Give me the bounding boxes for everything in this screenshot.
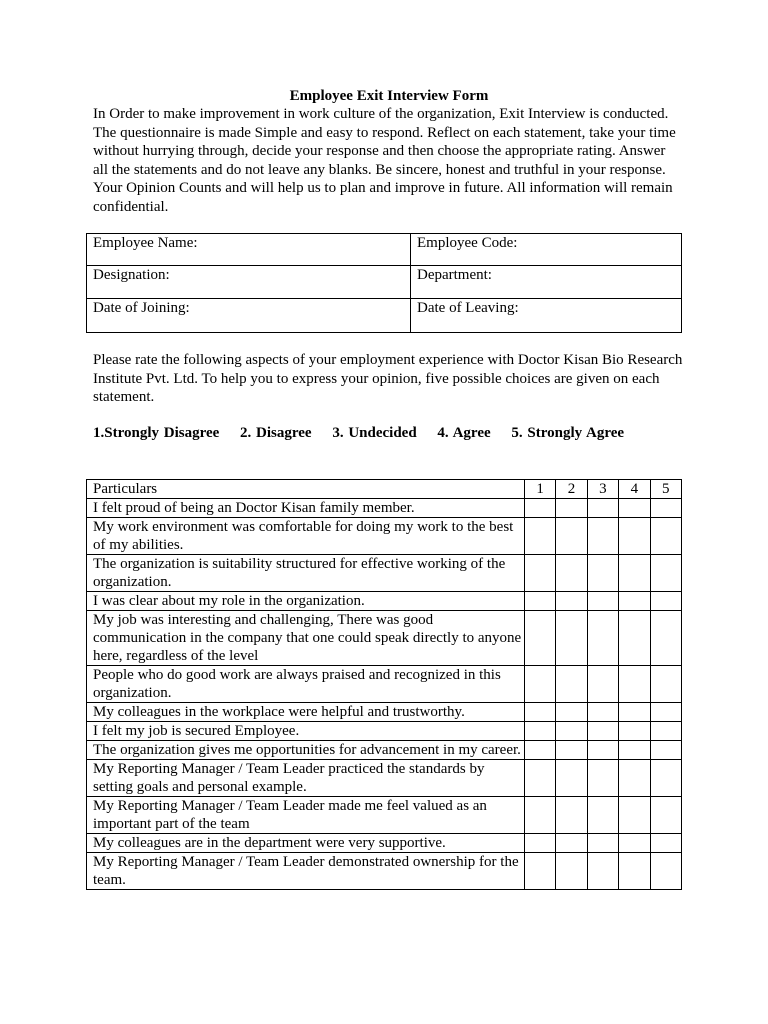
scale-option-1: 1.Strongly Disagree	[93, 425, 220, 441]
rating-cell-1[interactable]	[524, 518, 555, 555]
rating-cell-2[interactable]	[556, 797, 587, 834]
statement-text: My Reporting Manager / Team Leader practiced the standards by setting goals and personal example.	[87, 760, 525, 797]
date-of-leaving-field[interactable]: Date of Leaving:	[411, 299, 682, 333]
scale-option-5: 5. Strongly Agree	[511, 425, 625, 441]
rating-cell-3[interactable]	[587, 703, 618, 722]
rating-cell-5[interactable]	[650, 666, 681, 703]
rating-cell-4[interactable]	[619, 834, 650, 853]
rating-cell-2[interactable]	[556, 666, 587, 703]
rating-col-header-1: 1	[524, 480, 555, 499]
rating-cell-2[interactable]	[556, 703, 587, 722]
intro-paragraph: In Order to make improvement in work culture of the organization, Exit Interview is conducted. The questionnaire is made Simple and easy to respond. Reflect on each statement, take your time without hurrying through, decide your response and then choose the appropriate rating. Answer all the statements and do not leave any blanks. Be sincere, honest and truthful in your response. Your Opinion Counts and will help us to plan and improve in future. All information will remain confidential.	[93, 106, 676, 215]
rating-cell-3[interactable]	[587, 834, 618, 853]
department-field[interactable]: Department:	[411, 266, 682, 299]
rating-cell-3[interactable]	[587, 592, 618, 611]
rating-cell-5[interactable]	[650, 703, 681, 722]
rating-cell-3[interactable]	[587, 760, 618, 797]
table-row	[87, 797, 682, 834]
scale-option-4: 4. Agree	[437, 425, 491, 441]
rating-cell-3[interactable]	[587, 722, 618, 741]
rating-cell-3[interactable]	[587, 797, 618, 834]
rating-cell-5[interactable]	[650, 834, 681, 853]
rating-cell-2[interactable]	[556, 518, 587, 555]
statement-text: I felt proud of being an Doctor Kisan family member.	[87, 499, 525, 518]
rating-cell-2[interactable]	[556, 834, 587, 853]
rating-cell-4[interactable]	[619, 555, 650, 592]
rating-cell-2[interactable]	[556, 499, 587, 518]
rating-col-header-4: 4	[619, 480, 650, 499]
statement-text: My job was interesting and challenging, There was good communication in the company that one could speak directly to anyone here, regardless of the level	[87, 611, 525, 666]
rating-cell-1[interactable]	[524, 834, 555, 853]
table-row	[87, 611, 682, 666]
rating-cell-5[interactable]	[650, 760, 681, 797]
rating-cell-2[interactable]	[556, 592, 587, 611]
rating-cell-4[interactable]	[619, 499, 650, 518]
rating-cell-1[interactable]	[524, 853, 555, 890]
statement-text: My Reporting Manager / Team Leader demonstrated ownership for the team.	[87, 853, 525, 890]
scale-option-2: 2. Disagree	[240, 425, 312, 441]
rating-cell-3[interactable]	[587, 666, 618, 703]
info-row	[87, 234, 682, 266]
rating-cell-2[interactable]	[556, 555, 587, 592]
rating-cell-5[interactable]	[650, 499, 681, 518]
table-row	[87, 703, 682, 722]
employee-code-field[interactable]: Employee Code:	[411, 234, 682, 266]
rating-cell-4[interactable]	[619, 611, 650, 666]
rating-cell-1[interactable]	[524, 611, 555, 666]
statement-text: My colleagues in the workplace were helpful and trustworthy.	[87, 703, 525, 722]
rating-cell-5[interactable]	[650, 518, 681, 555]
rating-cell-5[interactable]	[650, 722, 681, 741]
rating-cell-2[interactable]	[556, 722, 587, 741]
info-row	[87, 266, 682, 299]
rating-cell-1[interactable]	[524, 555, 555, 592]
rating-cell-2[interactable]	[556, 611, 587, 666]
rating-cell-1[interactable]	[524, 797, 555, 834]
rating-cell-2[interactable]	[556, 853, 587, 890]
rating-cell-1[interactable]	[524, 760, 555, 797]
rating-cell-5[interactable]	[650, 611, 681, 666]
rating-cell-1[interactable]	[524, 592, 555, 611]
table-row	[87, 518, 682, 555]
rating-cell-1[interactable]	[524, 722, 555, 741]
statement-text: My Reporting Manager / Team Leader made me feel valued as an important part of the team	[87, 797, 525, 834]
statement-text: The organization is suitability structured for effective working of the organization.	[87, 555, 525, 592]
rating-cell-1[interactable]	[524, 741, 555, 760]
rating-cell-5[interactable]	[650, 853, 681, 890]
rating-col-header-3: 3	[587, 480, 618, 499]
rating-cell-1[interactable]	[524, 703, 555, 722]
rating-cell-4[interactable]	[619, 760, 650, 797]
rating-cell-4[interactable]	[619, 853, 650, 890]
rating-cell-4[interactable]	[619, 722, 650, 741]
rating-cell-3[interactable]	[587, 741, 618, 760]
rating-scale-legend	[93, 424, 653, 442]
rating-cell-4[interactable]	[619, 666, 650, 703]
form-title: Employee Exit Interview Form	[289, 88, 489, 104]
rating-cell-1[interactable]	[524, 666, 555, 703]
statement-text: I was clear about my role in the organization.	[87, 592, 525, 611]
rating-cell-1[interactable]	[524, 499, 555, 518]
employee-info-table	[86, 233, 682, 333]
rating-col-header-2: 2	[556, 480, 587, 499]
table-row	[87, 834, 682, 853]
rating-cell-2[interactable]	[556, 760, 587, 797]
rating-cell-4[interactable]	[619, 592, 650, 611]
statement-text: My work environment was comfortable for doing my work to the best of my abilities.	[87, 518, 525, 555]
rating-cell-5[interactable]	[650, 592, 681, 611]
rating-cell-4[interactable]	[619, 518, 650, 555]
scale-option-3: 3. Undecided	[332, 425, 417, 441]
date-of-joining-field[interactable]: Date of Joining:	[87, 299, 411, 333]
rating-cell-3[interactable]	[587, 611, 618, 666]
designation-field[interactable]: Designation:	[87, 266, 411, 299]
rating-cell-2[interactable]	[556, 741, 587, 760]
table-row	[87, 592, 682, 611]
table-row	[87, 760, 682, 797]
rating-cell-4[interactable]	[619, 703, 650, 722]
particulars-header: Particulars	[87, 480, 525, 499]
rating-cell-3[interactable]	[587, 518, 618, 555]
rating-col-header-5: 5	[650, 480, 681, 499]
rating-cell-5[interactable]	[650, 555, 681, 592]
rating-cell-3[interactable]	[587, 499, 618, 518]
rating-cell-4[interactable]	[619, 797, 650, 834]
rating-cell-5[interactable]	[650, 797, 681, 834]
employee-name-field[interactable]: Employee Name:	[87, 234, 411, 266]
rating-cell-3[interactable]	[587, 555, 618, 592]
rating-cell-5[interactable]	[650, 741, 681, 760]
rating-cell-3[interactable]	[587, 853, 618, 890]
rating-table	[86, 479, 682, 890]
info-row	[87, 299, 682, 333]
table-row	[87, 722, 682, 741]
statement-text: People who do good work are always praised and recognized in this organization.	[87, 666, 525, 703]
rating-instruction: Please rate the following aspects of your employment experience with Doctor Kisan Bio Research Institute Pvt. Ltd. To help you to express your opinion, five possible choices are given on each statement.	[93, 352, 683, 405]
statement-text: I felt my job is secured Employee.	[87, 722, 525, 741]
rating-cell-4[interactable]	[619, 741, 650, 760]
table-row	[87, 499, 682, 518]
table-row	[87, 741, 682, 760]
table-header-row	[87, 480, 682, 499]
statement-text: The organization gives me opportunities for advancement in my career.	[87, 741, 525, 760]
statement-text: My colleagues are in the department were very supportive.	[87, 834, 525, 853]
table-row	[87, 666, 682, 703]
table-row	[87, 555, 682, 592]
table-row	[87, 853, 682, 890]
